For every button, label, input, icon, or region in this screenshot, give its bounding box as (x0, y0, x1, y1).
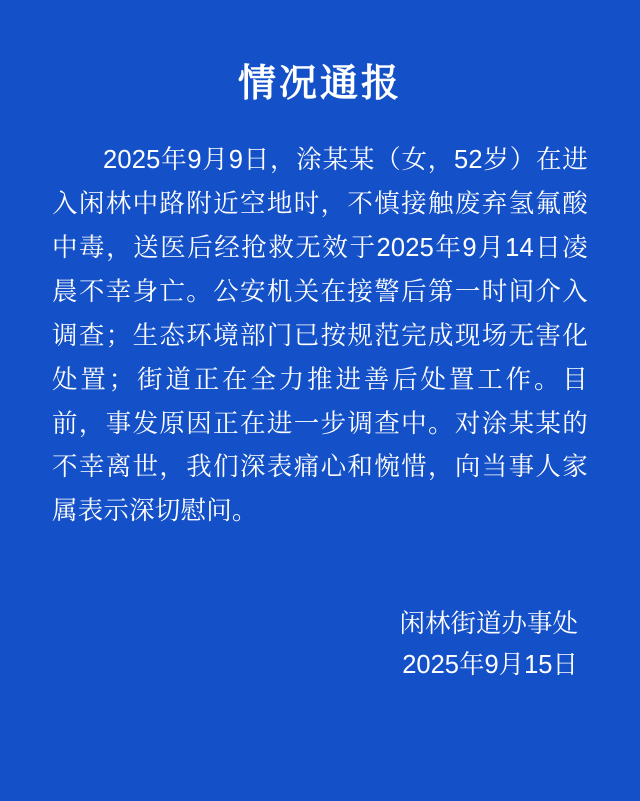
bottom-spacer (0, 686, 640, 801)
notice-body-paragraph: 2025年9月9日，涂某某（女，52岁）在进入闲林中路附近空地时，不慎接触废弃氢氟酸中毒，送医后经抢救无效于2025年9月14日凌晨不幸身亡。公安机关在接警后第一时间介入调查；生态环境部门已按规范完成现场无害化处置；街道正在全力推进善后处置工作。目前，事发原因正在进一步调查中。对涂某某的不幸离世，我们深表痛心和惋惜，向当事人家属表示深切慰问。 (52, 146, 588, 526)
signature-block (0, 604, 640, 686)
page-title: 情况通报 (237, 63, 402, 105)
signature-date: 2025年9月15日 (402, 650, 578, 679)
notice-body (0, 139, 640, 534)
signature-organization: 闲林街道办事处 (399, 610, 578, 639)
